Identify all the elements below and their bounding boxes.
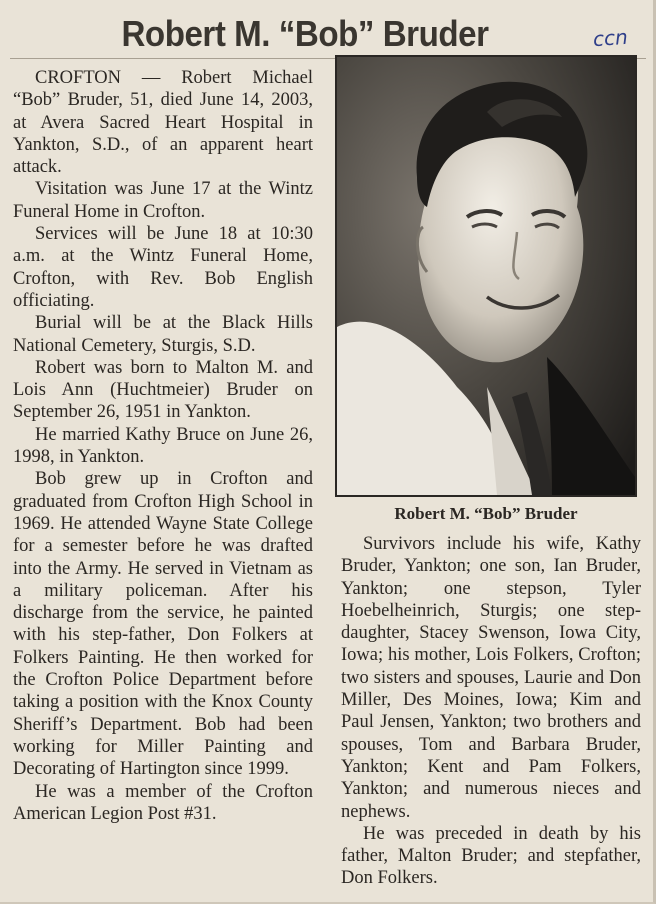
paragraph-membership: He was a member of the Crofton American Legion Post #31.: [13, 781, 313, 824]
headline: Robert M. “Bob” Bruder: [121, 13, 489, 54]
paragraph-burial: Burial will be at the Black Hills National Cemetery, Sturgis, S.D.: [13, 313, 313, 356]
paragraph-services: Services will be June 18 at 10:30 a.m. at the Wintz Funeral Home, Crofton, with Rev. Bob English officiating.: [13, 224, 313, 311]
obituary-left-column: [13, 67, 313, 825]
photo-caption: Robert M. “Bob” Bruder: [394, 504, 578, 523]
paragraph-preceded: He was preceded in death by his father, Malton Bruder; and stepfather, Don Folkers.: [341, 823, 641, 889]
paragraph-visitation: Visitation was June 17 at the Wintz Funeral Home in Crofton.: [13, 179, 313, 222]
handwritten-note: ccn: [592, 24, 629, 52]
obituary-right-column: [341, 533, 641, 890]
paragraph-birth: Robert was born to Malton M. and Lois Ann (Huchtmeier) Bruder on September 26, 1951 in Yankton.: [13, 357, 313, 423]
portrait-photo: [335, 55, 637, 497]
paragraph-death: CROFTON — Robert Michael “Bob” Bruder, 51, died June 14, 2003, at Avera Sacred Heart Hospital in Yankton, S.D., of an apparent heart attack.: [13, 68, 313, 178]
paragraph-survivors: Survivors include his wife, Kathy Bruder, Yankton; one son, Ian Bruder, Yankton; one stepson, Tyler Hoebelheinrich, Sturgis; one step-daughter, Stacey Swenson, Iowa City, Iowa; his mother, Lois Folkers, Crofton; two sisters and spouses, Laurie and Don Miller, Des Moines, Iowa; Kim and Paul Jensen, Yankton; two brothers and spouses, Tom and Barbara Bruder, Yankton; Kent and Pam Folkers, Yankton; and numerous nieces and nephews.: [341, 534, 641, 822]
portrait-illustration: [337, 57, 635, 495]
paragraph-marriage: He married Kathy Bruce on June 26, 1998, in Yankton.: [13, 424, 313, 468]
paragraph-biography: Bob grew up in Crofton and graduated from Crofton High School in 1969. He attended Wayne State College for a semester before he was drafted into the Army. He served in Vietnam as a military policeman. After his discharge from the service, he painted with his step-father, Don Folkers at Folkers Painting. He then worked for the Crofton Police Department before taking a position with the Knox County Sheriff’s Department. Bob had been working for Miller Painting and Decorating of Hartington since 1999.: [13, 469, 313, 780]
